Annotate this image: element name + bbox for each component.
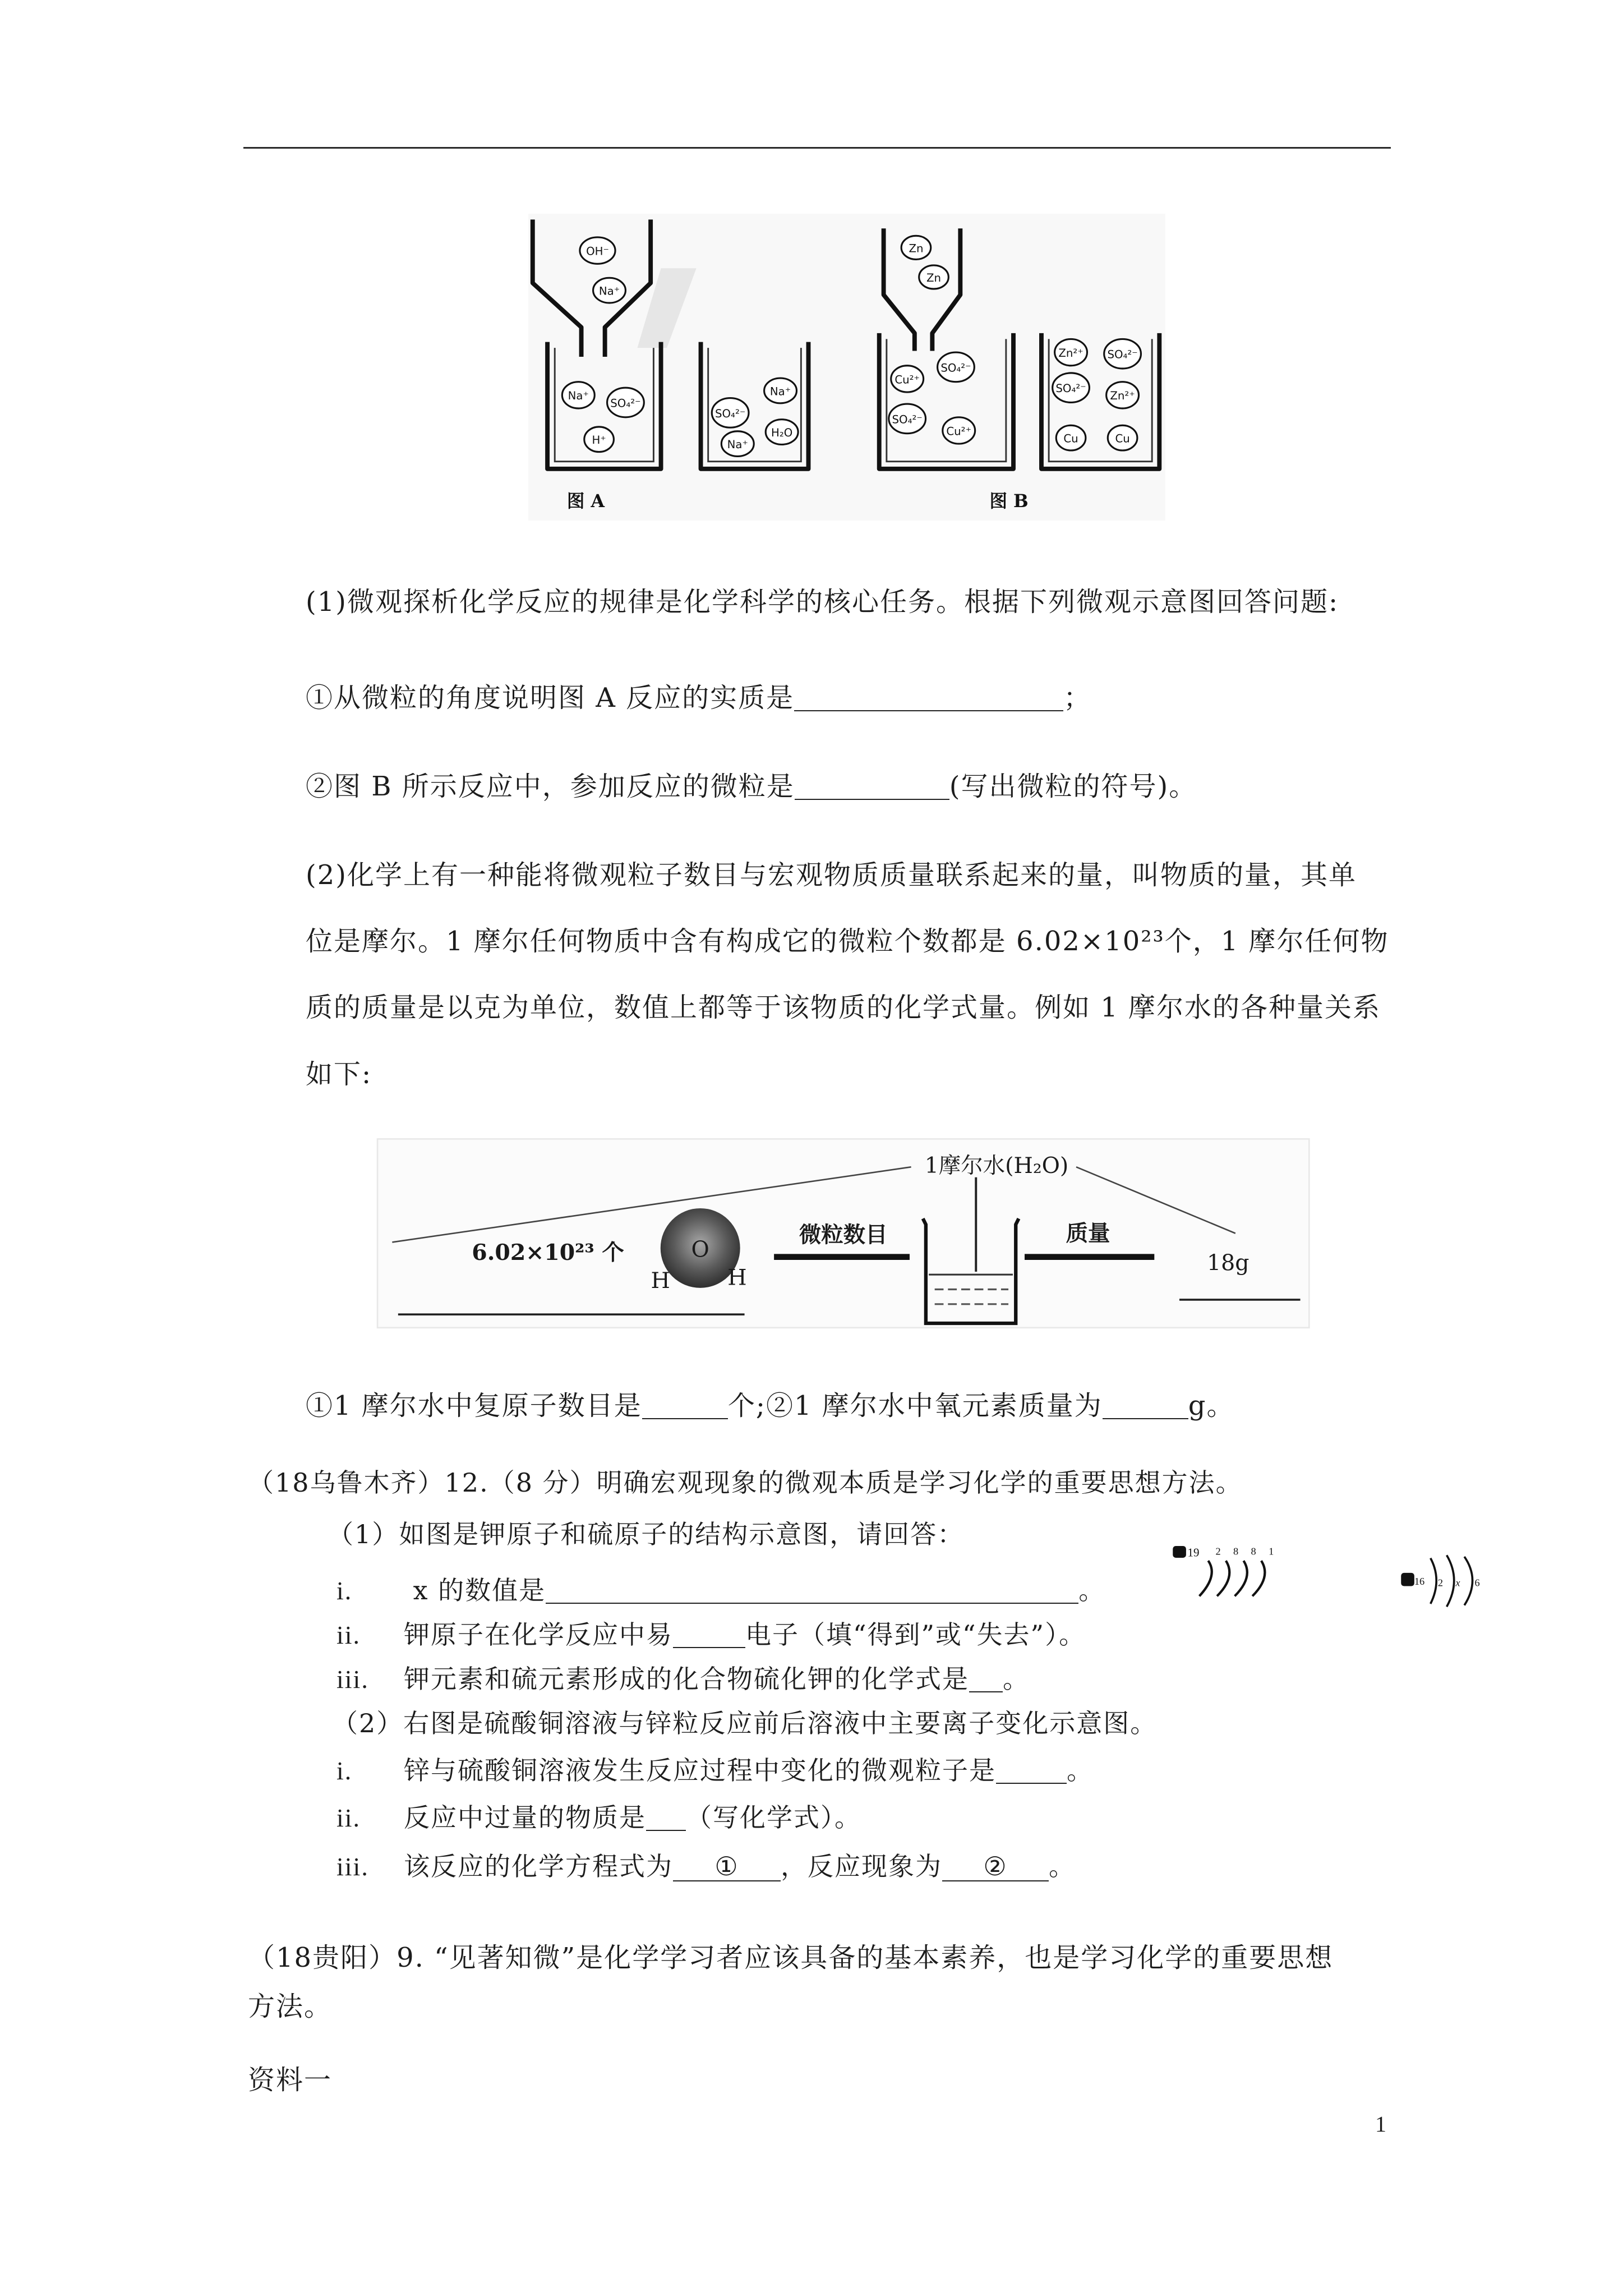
- ion-label: Na⁺: [769, 385, 791, 398]
- ion-sodium: [721, 431, 754, 457]
- item-prompt: 钾元素和硫元素形成的化合物硫化钾的化学式是: [404, 1664, 969, 1694]
- q1-item-2: [306, 770, 1197, 803]
- ion-label: SO₄²⁻: [940, 361, 971, 375]
- q2-paragraph-line: 如下:: [306, 1059, 372, 1090]
- shell-electrons: 2: [1215, 1545, 1221, 1557]
- nucleus-charge: 16: [1414, 1575, 1425, 1587]
- q1-item-2-prompt: ②图 B 所示反应中，参加反应的微粒是: [306, 771, 795, 802]
- ion-label: SO₄²⁻: [1107, 348, 1138, 361]
- hydrogen-label: H: [727, 1264, 747, 1291]
- q1-item-1-prompt: ①从微粒的角度说明图 A 反应的实质是: [306, 682, 795, 714]
- item-prompt: 锌与硫酸铜溶液发生反应过程中变化的微观粒子是: [404, 1755, 996, 1786]
- shell-electrons: 8: [1251, 1545, 1256, 1557]
- item-prompt: 该反应的化学方程式为: [404, 1851, 673, 1881]
- electron-shell: [1200, 1561, 1212, 1596]
- item-number: iii.: [336, 1665, 369, 1694]
- hydrogen-label: H: [651, 1267, 670, 1294]
- item-number: i.: [336, 1756, 353, 1785]
- answer-blank: [646, 1805, 686, 1831]
- guiyang-question-line: （18贵阳）9. “见著知微”是化学学习者应该具备的基本素养，也是学习化学的重要思想: [248, 1942, 1334, 1973]
- nucleus-icon: [1401, 1573, 1414, 1586]
- water-mole-diagram: [368, 1129, 1320, 1335]
- ion-label: OH⁻: [586, 245, 609, 258]
- ion-label: Cu²⁺: [895, 373, 920, 386]
- item-end: 。: [1049, 1851, 1076, 1881]
- ion-label: Na⁺: [727, 438, 748, 451]
- answer-blank: [996, 1758, 1067, 1784]
- ion-label: SO₄²⁻: [715, 407, 746, 420]
- shell-electrons: 8: [1233, 1545, 1239, 1557]
- potassium-atom-diagram: [1170, 1542, 1285, 1598]
- q2-question-part-3: g。: [1188, 1390, 1235, 1421]
- nucleus-icon: [1173, 1546, 1186, 1558]
- answer-blank: [794, 685, 1063, 711]
- mass-value: 18g: [1207, 1250, 1249, 1276]
- shell-electrons: x: [1455, 1577, 1460, 1589]
- item-end: 。: [1067, 1755, 1094, 1786]
- ion-label: SO₄²⁻: [892, 413, 923, 426]
- answer-blank: [795, 774, 949, 800]
- urumqi-part-2-item: [336, 1801, 861, 1834]
- ion-label: Na⁺: [568, 389, 589, 403]
- shell-electrons: 6: [1474, 1577, 1480, 1589]
- electron-shell: [1235, 1561, 1247, 1596]
- ion-label: Na⁺: [598, 284, 620, 298]
- item-number: ii.: [336, 1803, 361, 1832]
- ion-label: Zn²⁺: [1110, 389, 1135, 403]
- ion-label: Cu²⁺: [946, 425, 972, 438]
- atom-copper: [1056, 425, 1086, 450]
- mass-label: 质量: [1066, 1220, 1110, 1246]
- ion-zinc: [1055, 339, 1087, 365]
- urumqi-part-2-item: [336, 1850, 1076, 1883]
- ion-label: H⁺: [592, 434, 606, 447]
- ion-sulfate: [889, 404, 926, 434]
- ion-copper: [891, 366, 924, 392]
- item-number: ii.: [336, 1621, 361, 1649]
- q2-question-part-2: 个;②1 摩尔水中氧元素质量为: [727, 1390, 1103, 1421]
- shell-electrons: 1: [1269, 1545, 1274, 1557]
- ion-sulfate: [1104, 339, 1141, 369]
- ion-sulfate: [1053, 373, 1090, 403]
- item-prompt: x 的数值是: [404, 1575, 546, 1605]
- q2-paragraph-line: 质的质量是以克为单位，数值上都等于该物质的化学式量。例如 1 摩尔水的各种量关系: [306, 992, 1381, 1023]
- item-number: iii.: [336, 1852, 369, 1881]
- answer-blank: [673, 1622, 745, 1648]
- particle-count: 6.02×10²³ 个: [472, 1239, 624, 1266]
- ion-sodium: [562, 382, 594, 408]
- answer-blank: ②: [942, 1852, 1049, 1881]
- scan-background: [528, 214, 1165, 521]
- electron-shell: [1217, 1561, 1229, 1596]
- atom-copper: [1108, 425, 1137, 450]
- ion-label: SO₄²⁻: [610, 397, 641, 410]
- figure-a-caption: 图 A: [566, 491, 605, 512]
- item-end: 。: [1003, 1664, 1030, 1694]
- electron-shell: [1464, 1557, 1472, 1605]
- q1-item-1: [306, 681, 1091, 715]
- electron-shell: [1252, 1561, 1265, 1596]
- answer-blank: [642, 1393, 728, 1419]
- page-number: 1: [1375, 2111, 1386, 2137]
- q2-paragraph-line: (2)化学上有一种能将微观粒子数目与宏观物质质量联系起来的量，叫物质的量，其单: [306, 859, 1357, 891]
- ion-hydroxide: [580, 237, 615, 264]
- figure-ab-diagram: [524, 209, 1173, 528]
- header-rule: [243, 147, 1391, 149]
- q1-item-1-end: ；: [1063, 682, 1092, 714]
- sulfur-atom-diagram: [1398, 1552, 1492, 1608]
- urumqi-title: （18乌鲁木齐）12.（8 分）明确宏观现象的微观本质是学习化学的重要思想方法。: [248, 1467, 1243, 1498]
- item-prompt: 钾原子在化学反应中易: [404, 1619, 673, 1650]
- material-label: 资料一: [248, 2064, 333, 2096]
- urumqi-part-2-item: [336, 1754, 1094, 1787]
- answer-blank: [1103, 1393, 1188, 1419]
- item-prompt: 反应中过量的物质是: [404, 1802, 646, 1833]
- q2-paragraph-line: 位是摩尔。1 摩尔任何物质中含有构成它的微粒个数都是 6.02×10²³个，1 摩尔任何物: [306, 926, 1389, 957]
- item-end: 。: [1078, 1575, 1106, 1605]
- answer-blank: [546, 1578, 1078, 1604]
- ion-zinc: [1106, 382, 1139, 408]
- answer-blank: ①: [673, 1852, 781, 1881]
- ion-label: H₂O: [771, 426, 793, 439]
- item-number: i.: [336, 1576, 353, 1605]
- electron-shell: [1447, 1555, 1454, 1607]
- urumqi-part-2-intro: （2）右图是硫酸铜溶液与锌粒反应前后溶液中主要离子变化示意图。: [332, 1708, 1158, 1738]
- q2-question: [306, 1389, 1235, 1423]
- item-middle: ，反应现象为: [781, 1851, 942, 1881]
- particle-count-label: 微粒数目: [799, 1222, 888, 1248]
- ion-sulfate: [607, 388, 644, 417]
- shell-electrons: 2: [1437, 1577, 1444, 1589]
- electron-shell: [1431, 1558, 1437, 1604]
- oxygen-label: O: [691, 1236, 709, 1263]
- water-diagram-title: 1摩尔水(H₂O): [924, 1152, 1069, 1179]
- ion-label: SO₄²⁻: [1055, 382, 1086, 395]
- answer-blank: [969, 1667, 1003, 1692]
- ion-sulfate: [712, 398, 749, 428]
- item-end: 电子（填“得到”或“失去”）。: [745, 1619, 1086, 1650]
- atom-zinc: [901, 236, 931, 259]
- nucleus-charge: 19: [1187, 1545, 1200, 1559]
- item-end: （写化学式）。: [686, 1802, 861, 1833]
- q2-question-part-1: ①1 摩尔水中复原子数目是: [306, 1390, 642, 1421]
- q1-item-2-end: (写出微粒的符号)。: [949, 771, 1197, 802]
- atom-zinc: [919, 265, 949, 289]
- ion-sulfate: [938, 352, 975, 382]
- ion-label: Zn²⁺: [1058, 346, 1083, 360]
- molecule-water: [766, 420, 798, 445]
- figure-b-caption: 图 B: [989, 491, 1029, 512]
- urumqi-part-1-intro: （1）如图是钾原子和硫原子的结构示意图，请回答：: [328, 1519, 965, 1549]
- urumqi-part-1-item: [336, 1618, 1086, 1651]
- ion-label: Zn: [909, 242, 924, 255]
- ion-label: Cu: [1115, 432, 1130, 445]
- urumqi-part-1-item: [336, 1663, 1030, 1696]
- ion-sodium: [593, 278, 626, 303]
- ion-label: Zn: [926, 271, 942, 284]
- guiyang-question-line: 方法。: [248, 1991, 333, 2022]
- q1-intro: (1)微观探析化学反应的规律是化学科学的核心任务。根据下列微观示意图回答问题:: [306, 586, 1339, 618]
- urumqi-part-1-item: [336, 1574, 1105, 1607]
- ion-copper: [943, 417, 975, 444]
- ion-label: Cu: [1063, 432, 1078, 445]
- ion-hydrogen: [584, 427, 614, 452]
- ion-sodium: [764, 378, 797, 403]
